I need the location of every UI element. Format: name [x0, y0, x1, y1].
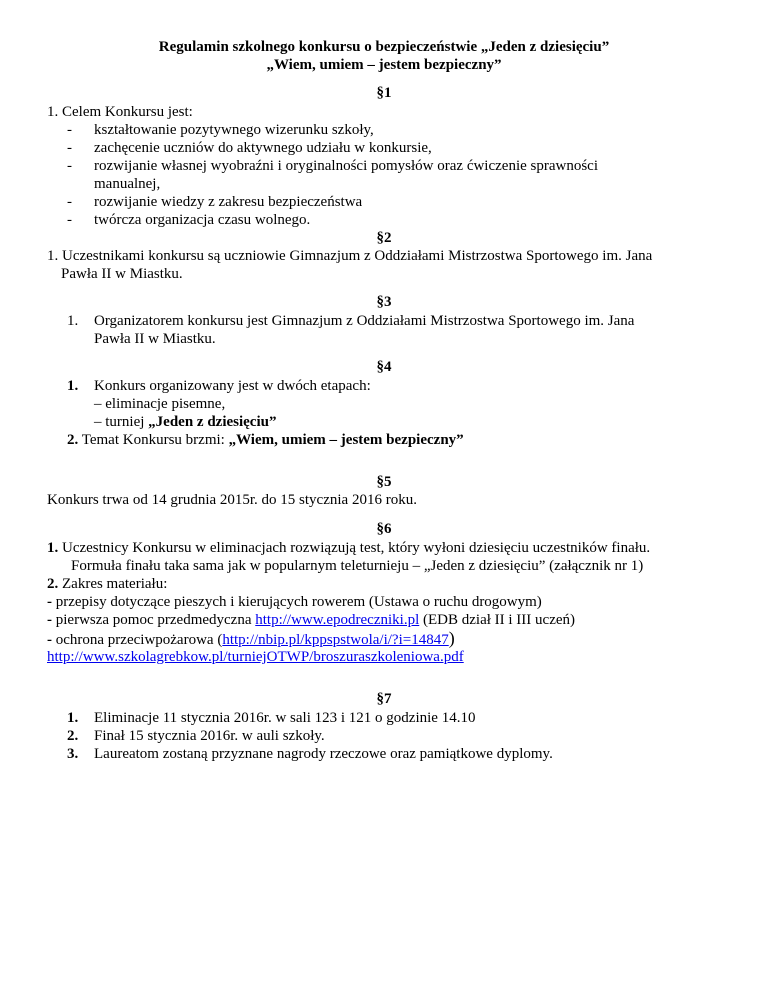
section-6-item-1-text: Uczestnicy Konkursu w eliminacjach rozwiązują test, który wyłoni dziesięciu uczestników finału. [58, 540, 651, 556]
section-7-number: 3. [67, 746, 79, 762]
section-3-text-continuation: Pawła II w Miastku. [94, 331, 216, 347]
materials-label: Zakres materiału: [58, 576, 168, 592]
material-dash: - [47, 612, 52, 628]
section-7-item: Laureatom zostaną przyznane nagrody rzeczowe oraz pamiątkowe dyplomy. [94, 746, 553, 762]
section-2-text-continuation: Pawła II w Miastku. [61, 266, 183, 282]
material-text-suffix: (EDB dział II i III uczeń) [419, 612, 576, 628]
stage-item [94, 413, 276, 431]
material-item [47, 629, 455, 649]
section-6-item-2 [47, 575, 167, 593]
section-4-item-2 [67, 431, 464, 449]
goal-item-continuation: manualnej, [94, 176, 161, 192]
goal-item: rozwijanie własnej wyobraźni i oryginalności pomysłów oraz ćwiczenie sprawności [94, 158, 599, 174]
brochure-link-line [47, 648, 464, 666]
goal-item: twórcza organizacja czasu wolnego. [94, 212, 311, 228]
bullet-dash: - [67, 212, 72, 228]
title-line-1: Regulamin szkolnego konkursu o bezpieczeństwie „Jeden z dziesięciu” [158, 39, 610, 55]
section-1-intro: 1. Celem Konkursu jest: [47, 104, 193, 120]
bullet-dash: - [67, 194, 72, 210]
material-text: pierwsza pomoc przedmedyczna [52, 612, 256, 628]
section-6-heading: §6 [376, 521, 392, 537]
topic-prefix: Temat Konkursu brzmi: [78, 432, 229, 448]
bullet-dash: - [67, 158, 72, 174]
section-2-text: 1. Uczestnikami konkursu są uczniowie Gimnazjum z Oddziałami Mistrzostwa Sportowego im. Jana [47, 248, 653, 264]
section-7-item: Finał 15 stycznia 2016r. w auli szkoły. [94, 728, 325, 744]
section-6-number-2: 2. [47, 576, 59, 592]
material-item [47, 593, 542, 611]
section-4-item-1: Konkurs organizowany jest w dwóch etapach: [94, 378, 371, 394]
section-7-item: Eliminacje 11 stycznia 2016r. w sali 123 i 121 o godzinie 14.10 [94, 710, 476, 726]
section-7-number: 1. [67, 710, 79, 726]
section-5-heading: §5 [376, 474, 392, 490]
goal-item: rozwijanie wiedzy z zakresu bezpieczeństwa [94, 194, 363, 210]
material-text: ochrona przeciwpożarowa ( [52, 632, 223, 648]
title-line-2: „Wiem, umiem – jestem bezpieczny” [266, 57, 502, 73]
section-2-heading: §2 [376, 230, 392, 246]
section-4-number-2: 2. [67, 432, 79, 448]
section-6-item-1-continuation: Formuła finału taka sama jak w popularnym teleturnieju – „Jeden z dziesięciu” (załącznik nr 1) [71, 558, 644, 574]
goal-item: zachęcenie uczniów do aktywnego udziału w konkursie, [94, 140, 432, 156]
section-3-heading: §3 [376, 294, 392, 310]
brochure-link[interactable]: http://www.szkolagrebkow.pl/turniejOTWP/broszuraszkoleniowa.pdf [47, 649, 464, 665]
bullet-dash: - [67, 140, 72, 156]
stage-item: – eliminacje pisemne, [94, 396, 226, 412]
section-5-text: Konkurs trwa od 14 grudnia 2015r. do 15 stycznia 2016 roku. [47, 492, 417, 508]
section-6-number-1: 1. [47, 540, 59, 556]
topic-bold: „Wiem, umiem – jestem bezpieczny” [228, 432, 464, 448]
material-text-suffix: ) [448, 628, 455, 648]
nbip-link[interactable]: http://nbip.pl/kppspstwola/i/?i=14847 [222, 632, 449, 648]
material-dash: - [47, 594, 52, 610]
goal-item: kształtowanie pozytywnego wizerunku szkoły, [94, 122, 374, 138]
section-3-number: 1. [67, 313, 79, 329]
stage-name-bold: „Jeden z dziesięciu” [148, 414, 277, 430]
section-3-text: Organizatorem konkursu jest Gimnazjum z Oddziałami Mistrzostwa Sportowego im. Jana [94, 313, 635, 329]
material-item [47, 611, 575, 629]
material-dash: - [47, 632, 52, 648]
section-6-item-1 [47, 539, 650, 557]
section-4-number-1: 1. [67, 378, 79, 394]
epodreczniki-link[interactable]: http://www.epodreczniki.pl [255, 612, 420, 628]
section-7-heading: §7 [376, 691, 392, 707]
section-4-heading: §4 [376, 359, 392, 375]
section-1-heading: §1 [376, 85, 392, 101]
section-7-number: 2. [67, 728, 79, 744]
material-text: przepisy dotyczące pieszych i kierujących rowerem (Ustawa o ruchu drogowym) [52, 594, 542, 610]
bullet-dash: - [67, 122, 72, 138]
stage-prefix: – turniej [94, 414, 149, 430]
